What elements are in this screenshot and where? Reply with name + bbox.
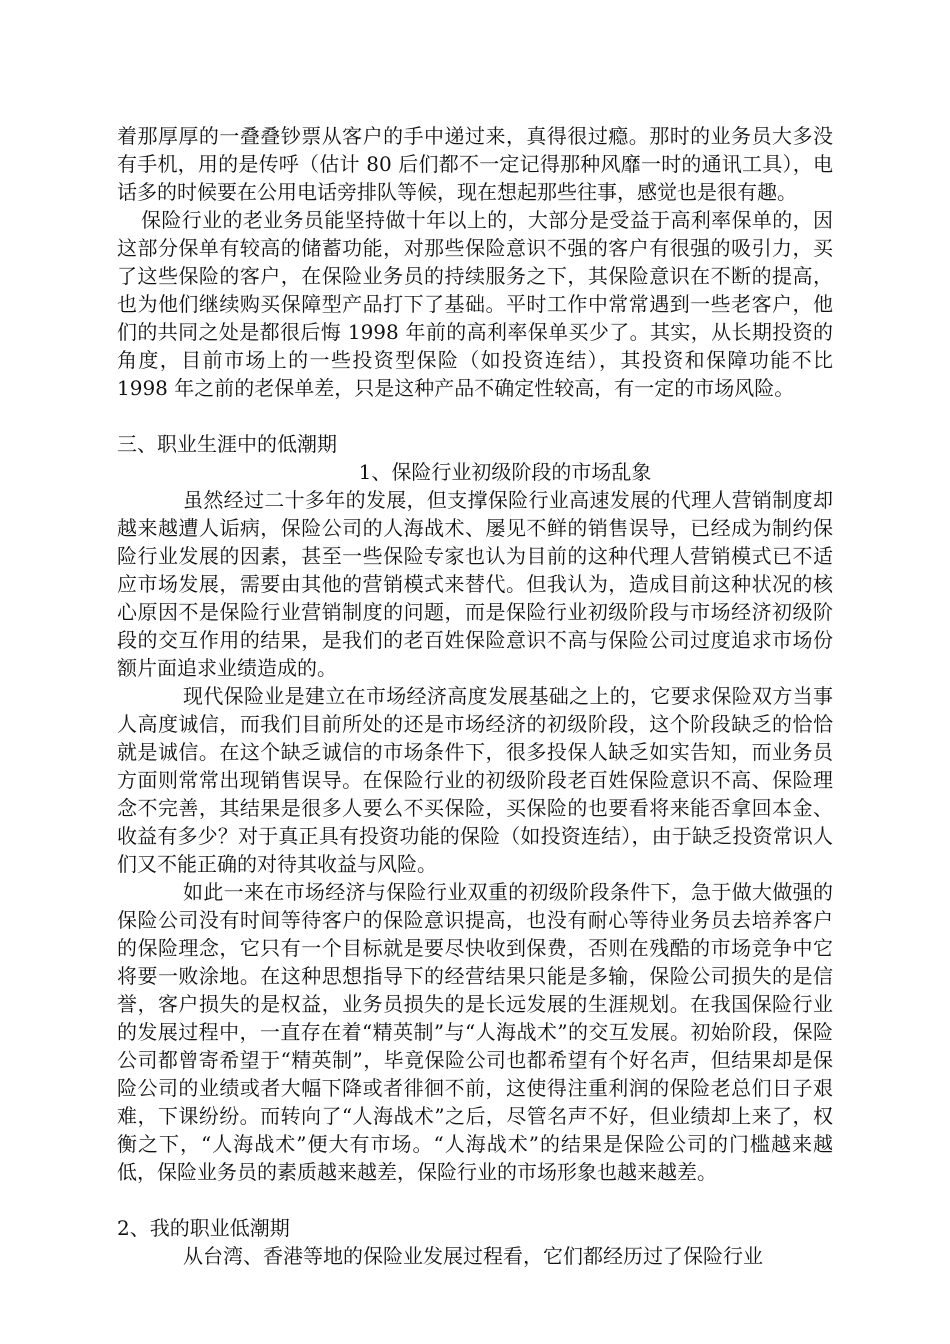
paragraph-taiwan-hongkong: 从台湾、香港等地的保险业发展过程看，它们都经历过了保险行业 [183, 1244, 763, 1268]
document-page [117, 122, 833, 1270]
paragraph-veteran-agents: 保险行业的老业务员能坚持做十年以上的，大部分是受益于高利率保单的，因这部分保单有较高的储蓄功能，对那些保险意识不强的客户有很强的吸引力，买了这些保险的客户，在保险业务员的持续服务之下，其保险意识在不断的提高，也为他们继续购买保障型产品打下了基础。平时工作中常常遇到一些老客户，他们的共同之处是都很后悔 1998 年前的高利率保单买少了。其实，从长期投资的角度，目前市场上的一些投资型保险（如投资连结），其投资和保障功能不比 1998 年之前的老保单差，只是这种产品不确定性较高，有一定的市场风险。 [117, 208, 833, 400]
paragraph-human-wave: 如此一来在市场经济与保险行业双重的初级阶段条件下，急于做大做强的保险公司没有时间等待客户的保险意识提高，也没有耐心等待业务员去培养客户的保险理念，它只有一个目标就是要尽快收到保费，否则在残酷的市场竞争中它将要一败涂地。在这种思想指导下的经营结果只能是多输，保险公司损失的是信誉，客户损失的是权益，业务员损失的是长远发展的生涯规划。在我国保险行业的发展过程中，一直存在着“精英制”与“人海战术”的交互发展。初始阶段，保险公司都曾寄希望于“精英制”，毕竟保险公司也都希望有个好名声，但结果却是保险公司的业绩或者大幅下降或者徘徊不前，这使得注重利润的保险老总们日子艰难，下课纷纷。而转向了“人海战术”之后，尽管名声不好，但业绩却上来了，权衡之下，“人海战术”便大有市场。“人海战术”的结果是保险公司的门槛越来越低，保险业务员的素质越来越差，保险行业的市场形象也越来越差。 [117, 880, 833, 1184]
section-heading-low-tide: 三、职业生涯中的低潮期 [117, 432, 337, 456]
subsection-heading-market-chaos: 1、保险行业初级阶段的市场乱象 [358, 460, 652, 484]
paragraph-modern-insurance: 现代保险业是建立在市场经济高度发展基础之上的，它要求保险双方当事人高度诚信，而我们目前所处的还是市场经济的初级阶段，这个阶段缺乏的恰恰就是诚信。在这个缺乏诚信的市场条件下，很多投保人缺乏如实告知，而业务员方面则常常出现销售误导。在保险行业的初级阶段老百姓保险意识不高、保险理念不完善，其结果是很多人要么不买保险，买保险的也要看将来能否拿回本金、收益有多少？对于真正具有投资功能的保险（如投资连结），由于缺乏投资常识人们又不能正确的对待其收益与风险。 [117, 684, 833, 876]
paragraph-intro-end: 着那厚厚的一叠叠钞票从客户的手中递过来，真得很过瘾。那时的业务员大多没有手机，用的是传呼（估计 80 后们都不一定记得那种风靡一时的通讯工具），电话多的时候要在公用电话旁排队等候，现在想起那些往事，感觉也是很有趣。 [117, 124, 833, 204]
paragraph-agent-system: 虽然经过二十多年的发展，但支撑保险行业高速发展的代理人营销制度却越来越遭人诟病，保险公司的人海战术、屡见不鲜的销售误导，已经成为制约保险行业发展的因素，甚至一些保险专家也认为目前的这种代理人营销模式已不适应市场发展，需要由其他的营销模式来替代。但我认为，造成目前这种状况的核心原因不是保险行业营销制度的问题，而是保险行业初级阶段与市场经济初级阶段的交互作用的结果，是我们的老百姓保险意识不高与保险公司过度追求市场份额片面追求业绩造成的。 [117, 488, 833, 680]
subsection-heading-my-low-tide: 2、我的职业低潮期 [117, 1216, 290, 1240]
